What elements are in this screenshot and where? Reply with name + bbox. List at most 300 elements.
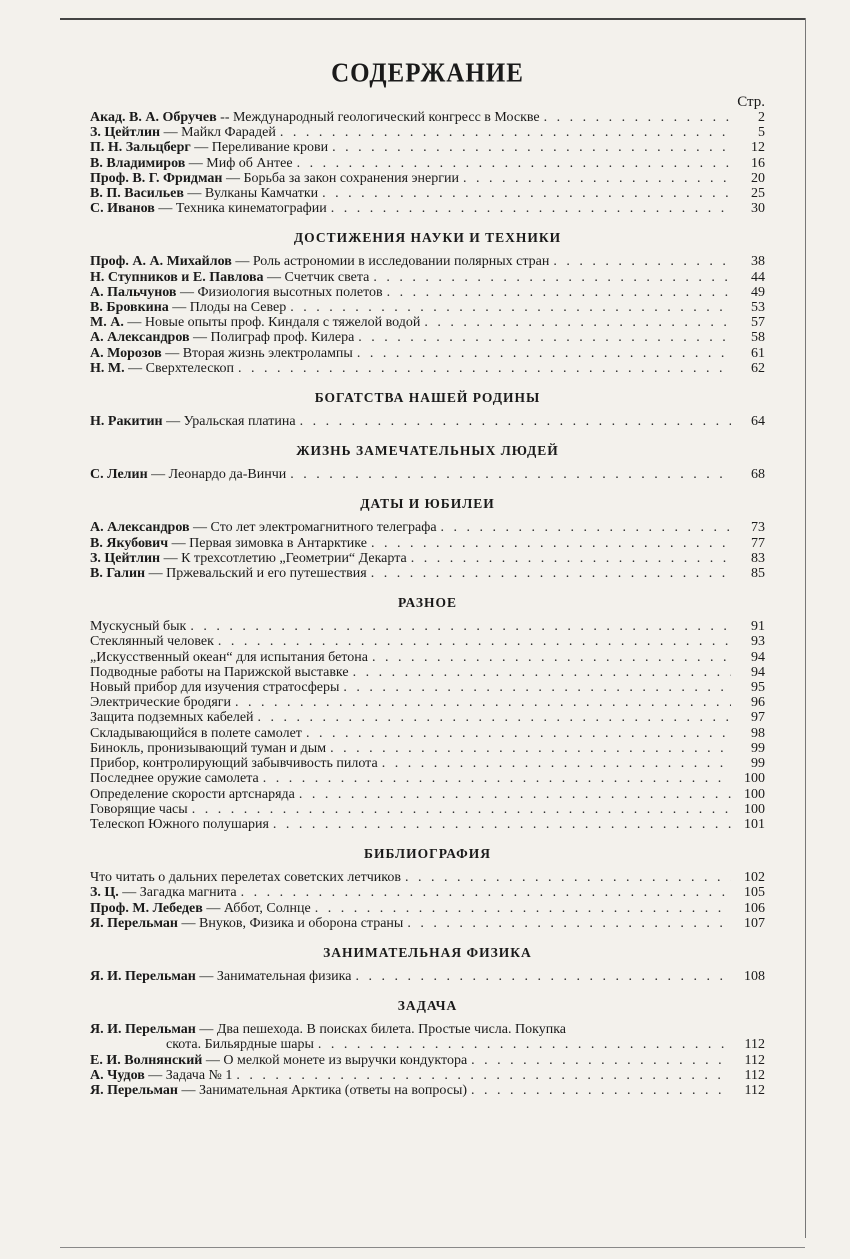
entry-separator: — (168, 300, 190, 316)
entry-text (90, 1022, 566, 1037)
entry-separator: — (177, 1082, 199, 1098)
entry-page-number: 58 (751, 330, 765, 346)
toc-entry[interactable] (90, 1037, 765, 1052)
entry-separator: -- (216, 110, 233, 125)
entry-text (90, 186, 318, 201)
dot-leader (218, 634, 731, 649)
entry-separator: — (154, 201, 176, 217)
entry-text (90, 787, 295, 802)
entry-page-number: 49 (751, 284, 765, 300)
entry-page-number: 112 (744, 1082, 765, 1098)
entry-page-number: 73 (751, 520, 765, 536)
entry-page-number: 68 (751, 467, 765, 483)
entry-separator: — (168, 535, 190, 551)
toc-entry[interactable] (90, 171, 765, 186)
entry-text (90, 1053, 467, 1068)
toc-entry[interactable] (90, 1083, 765, 1098)
entry-page-number: 108 (744, 968, 765, 984)
entry-text (90, 156, 293, 171)
entry-text (90, 270, 369, 285)
entry-separator: — (160, 550, 182, 566)
entry-title: Миф об Антее (206, 155, 293, 171)
contents-page (90, 60, 765, 1098)
bottom-rule (60, 1247, 805, 1248)
entry-author: В. Владимиров (90, 155, 186, 171)
entry-separator: — (176, 284, 198, 300)
entry-page-number: 101 (744, 816, 765, 832)
entry-author: Я. И. Перельман (90, 968, 196, 984)
entry-title: Сверхтелескоп (145, 360, 235, 376)
entry-title: Первая зимовка в Антарктике (189, 535, 367, 551)
section-entries (90, 870, 765, 931)
section-entries (90, 414, 765, 429)
toc-entry[interactable] (90, 665, 765, 680)
entry-text (90, 536, 367, 551)
entry-text (90, 741, 326, 756)
entry-separator: — (160, 125, 182, 141)
dot-leader (299, 787, 731, 802)
entry-page-number: 100 (744, 771, 765, 787)
entry-text (90, 520, 437, 535)
entry-separator: — (263, 269, 285, 285)
dot-leader (331, 201, 731, 216)
dot-leader (471, 1083, 731, 1098)
entry-text (90, 969, 351, 984)
entry-title: Роль астрономии в исследовании полярных стран (252, 254, 550, 270)
entry-author: С. Иванов (90, 201, 155, 217)
section-entries (90, 254, 765, 376)
toc-entry[interactable] (90, 885, 765, 900)
entry-title: Пржевальский и его путешествия (166, 566, 367, 582)
entry-page-number: 83 (751, 550, 765, 566)
entry-title: Вулканы Камчатки (204, 186, 319, 202)
dot-leader (297, 156, 731, 171)
dot-leader (290, 300, 731, 315)
entry-title: Определение скорости артснаряда (90, 786, 295, 802)
entry-page-number: 2 (758, 110, 765, 125)
entry-title: Счетчик света (284, 269, 370, 285)
entry-title: Два пешехода. В поисках билета. Простые числа. Покупка (216, 1022, 567, 1038)
dot-leader (190, 619, 731, 634)
dot-leader (373, 270, 731, 285)
dot-leader (358, 330, 731, 345)
entry-page-number: 112 (744, 1067, 765, 1083)
entry-author: Проф. А. А. Михайлов (90, 254, 232, 270)
entry-author: В. Бровкина (90, 300, 169, 316)
entry-separator: — (185, 155, 207, 171)
toc-entry[interactable] (90, 695, 765, 710)
entry-page-number: 105 (744, 885, 765, 901)
entry-author: Я. И. Перельман (90, 1022, 196, 1038)
entry-author: А. Александров (90, 330, 190, 346)
entry-author: З. Цейтлин (90, 550, 161, 566)
entry-text (90, 619, 186, 634)
entry-text (90, 916, 403, 931)
entry-text (90, 467, 286, 482)
toc-entry[interactable] (90, 817, 765, 832)
entry-title: Телескоп Южного полушария (90, 816, 269, 832)
page-column-label: Стр. (737, 94, 765, 110)
entry-text (90, 551, 407, 566)
entry-title: Мускусный бык (90, 619, 187, 635)
dot-leader (372, 650, 731, 665)
toc-entry[interactable] (90, 467, 765, 482)
section-entries (90, 520, 765, 581)
entry-author: А. Пальчунов (90, 284, 177, 300)
entry-author: Н. М. (90, 360, 125, 376)
entry-text (90, 870, 401, 885)
entry-separator: — (118, 885, 140, 901)
entry-page-number: 107 (744, 915, 765, 931)
entry-page-number: 98 (751, 725, 765, 741)
entry-author: В. Якубович (90, 535, 169, 551)
toc-entry[interactable] (90, 771, 765, 786)
dot-leader (405, 870, 731, 885)
dot-leader (357, 346, 731, 361)
entry-title: Занимательная Арктика (ответы на вопросы) (198, 1082, 468, 1098)
entry-text (90, 756, 378, 771)
dot-leader (343, 680, 731, 695)
entry-text (90, 885, 237, 900)
entry-text (90, 680, 339, 695)
entry-author: З. Ц. (90, 885, 119, 901)
entry-text (90, 285, 383, 300)
entry-title: Стеклянный человек (90, 634, 214, 650)
toc-entry[interactable] (90, 315, 765, 330)
toc-entry[interactable] (90, 1068, 765, 1083)
entry-title: Новый прибор для изучения стратосферы (90, 680, 340, 696)
section-heading: ЗАДАЧА (397, 998, 458, 1014)
dot-leader (241, 885, 731, 900)
entry-separator: — (145, 566, 167, 582)
entry-author: З. Цейтлин (90, 125, 161, 141)
dot-leader (463, 171, 731, 186)
entry-page-number: 106 (744, 900, 765, 916)
entry-separator: — (202, 1052, 224, 1068)
toc-entry[interactable] (90, 551, 765, 566)
entry-page-number: 99 (751, 756, 765, 772)
dot-leader (315, 901, 731, 916)
entry-page-number: 62 (751, 360, 765, 376)
entry-title: Загадка магнита (139, 885, 237, 901)
entry-author: Проф. В. Г. Фридман (90, 170, 223, 186)
entry-title: Говорящие часы (90, 801, 188, 817)
entry-text (90, 566, 367, 581)
dot-leader (382, 756, 731, 771)
toc-entry[interactable] (90, 787, 765, 802)
entry-title: Майкл Фарадей (181, 125, 276, 141)
entry-page-number: 112 (744, 1052, 765, 1068)
entry-page-number: 57 (751, 315, 765, 331)
dot-leader (332, 140, 731, 155)
dot-leader (441, 520, 731, 535)
toc-entry[interactable] (90, 536, 765, 551)
entry-title: Подводные работы на Парижской выставке (90, 664, 349, 680)
entry-title: Полиграф проф. Килера (210, 330, 355, 346)
entry-separator: — (202, 900, 224, 916)
section-entries (90, 110, 765, 216)
entry-title: Физиология высотных полетов (197, 284, 383, 300)
toc-entry[interactable] (90, 650, 765, 665)
dot-leader (273, 817, 731, 832)
toc-entry[interactable] (90, 125, 765, 140)
entry-page-number: 38 (751, 254, 765, 270)
entry-separator: — (123, 315, 145, 331)
entry-author: Я. Перельман (90, 1082, 178, 1098)
entry-title: Складывающийся в полете самолет (90, 725, 302, 741)
toc-entry[interactable] (90, 1053, 765, 1068)
section-heading: ЗАНИМАТЕЛЬНАЯ ФИЗИКА (323, 944, 532, 960)
entry-text (90, 901, 311, 916)
toc-entry[interactable] (90, 110, 765, 125)
entry-page-number: 16 (751, 155, 765, 171)
entry-text (90, 414, 296, 429)
entry-title: Борьба за закон сохранения энергии (243, 170, 459, 186)
dot-leader (544, 110, 731, 125)
section-heading: РАЗНОЕ (397, 595, 458, 611)
entry-text (90, 1083, 467, 1098)
dot-leader (407, 916, 731, 931)
entry-separator: — (189, 330, 211, 346)
entry-text (90, 634, 214, 649)
dot-leader (306, 726, 731, 741)
dot-leader (471, 1053, 731, 1068)
entry-author: Е. И. Волнянский (90, 1052, 203, 1068)
entry-page-number: 25 (751, 186, 765, 202)
entry-text (90, 330, 354, 345)
entry-author: А. Морозов (90, 345, 162, 361)
entry-page-number: 44 (751, 269, 765, 285)
entry-text (90, 650, 368, 665)
toc-entry[interactable] (90, 566, 765, 581)
entry-page-number: 53 (751, 300, 765, 316)
entry-separator: — (177, 915, 199, 931)
toc-entry[interactable] (90, 186, 765, 201)
entry-title: Новые опыты проф. Киндаля с тяжелой водой (144, 315, 421, 331)
entry-text (90, 817, 269, 832)
entry-page-number: 99 (751, 740, 765, 756)
entry-text (90, 695, 231, 710)
dot-leader (355, 969, 731, 984)
dot-leader (258, 710, 731, 725)
top-rule (60, 18, 805, 20)
dot-leader (290, 467, 731, 482)
entry-title: Внуков, Физика и оборона страны (198, 915, 404, 931)
entry-text (90, 726, 302, 741)
dot-leader (192, 802, 731, 817)
entry-text (90, 710, 254, 725)
entry-title: Сто лет электромагнитного телеграфа (210, 520, 437, 536)
entry-page-number: 112 (744, 1037, 765, 1053)
entry-author: Проф. М. Лебедев (90, 900, 203, 916)
entry-page-number: 96 (751, 695, 765, 711)
entry-title: Уральская платина (183, 414, 296, 430)
dot-leader (235, 695, 731, 710)
entry-text (90, 802, 188, 817)
toc-entry[interactable] (90, 156, 765, 171)
entry-text (90, 201, 327, 216)
entry-separator: — (190, 140, 212, 156)
entry-title: Защита подземных кабелей (90, 710, 254, 726)
entry-separator: — (144, 1067, 166, 1083)
entry-page-number: 102 (744, 870, 765, 886)
entry-title: Техника кинематографии (175, 201, 327, 217)
entry-title: Леонардо да-Винчи (168, 467, 287, 483)
page-title: СОДЕРЖАНИЕ (331, 58, 524, 89)
dot-leader (236, 1068, 731, 1083)
entry-author: В. Галин (90, 566, 146, 582)
entry-page-number: 100 (744, 801, 765, 817)
toc-entry[interactable] (90, 361, 765, 376)
entry-title: Международный геологический конгресс в Москве (232, 110, 540, 125)
entry-text (90, 171, 459, 186)
toc-entry[interactable] (90, 710, 765, 725)
entry-page-number: 94 (751, 649, 765, 665)
entry-separator: — (124, 360, 146, 376)
entry-text (90, 110, 540, 125)
dot-leader (424, 315, 731, 330)
toc-entry[interactable] (90, 330, 765, 345)
section-entries (90, 1022, 765, 1098)
entry-author: А. Чудов (90, 1067, 145, 1083)
toc-entry[interactable] (90, 414, 765, 429)
dot-leader (411, 551, 731, 566)
entry-text (90, 665, 349, 680)
entry-page-number: 20 (751, 170, 765, 186)
toc-entry[interactable] (90, 680, 765, 695)
section-heading: ДАТЫ И ЮБИЛЕИ (360, 496, 495, 512)
dot-leader (387, 285, 731, 300)
entry-author: А. Александров (90, 520, 190, 536)
section-entries (90, 619, 765, 832)
entry-text (90, 1068, 232, 1083)
entry-separator: — (183, 186, 205, 202)
toc-entry[interactable] (90, 969, 765, 984)
toc-entry[interactable] (90, 1022, 765, 1037)
entry-author: Я. Перельман (90, 915, 178, 931)
entry-page-number: 100 (744, 786, 765, 802)
toc-entry[interactable] (90, 756, 765, 771)
entry-title: Прибор, контролирующий забывчивость пилота (90, 756, 378, 772)
entry-author: Н. Ступников и Е. Павлова (90, 269, 264, 285)
dot-leader (238, 361, 731, 376)
entry-page-number: 97 (751, 710, 765, 726)
entry-text (90, 254, 549, 269)
toc-entry[interactable] (90, 901, 765, 916)
entry-title-continued: скота. Бильярдные шары (166, 1037, 314, 1053)
entry-page-number: 12 (751, 140, 765, 156)
toc-entry[interactable] (90, 802, 765, 817)
dot-leader (318, 1037, 731, 1052)
table-of-contents (90, 110, 765, 1098)
entry-author: М. А. (90, 315, 124, 331)
entry-title: Аббот, Солнце (223, 900, 311, 916)
entry-separator: — (231, 254, 253, 270)
entry-page-number: 5 (758, 125, 765, 141)
dot-leader (300, 414, 731, 429)
section-entries (90, 969, 765, 984)
toc-entry[interactable] (90, 726, 765, 741)
entry-separator: — (222, 170, 244, 186)
toc-entry[interactable] (90, 140, 765, 155)
dot-leader (353, 665, 731, 680)
entry-title: Вторая жизнь электролампы (182, 345, 353, 361)
entry-text (90, 125, 276, 140)
section-heading: ДОСТИЖЕНИЯ НАУКИ И ТЕХНИКИ (293, 230, 562, 246)
entry-text (90, 361, 234, 376)
section-heading: ЖИЗНЬ ЗАМЕЧАТЕЛЬНЫХ ЛЮДЕЙ (296, 443, 559, 459)
entry-title: Задача № 1 (165, 1067, 233, 1083)
dot-leader (330, 741, 731, 756)
entry-separator: — (147, 467, 169, 483)
entry-text (90, 140, 328, 155)
entry-title: Бинокль, пронизывающий туман и дым (90, 740, 327, 756)
entry-page-number: 61 (751, 345, 765, 361)
toc-entry[interactable] (90, 619, 765, 634)
toc-entry[interactable] (90, 254, 765, 269)
entry-page-number: 77 (751, 535, 765, 551)
entry-separator: — (195, 968, 217, 984)
entry-separator: — (195, 1022, 217, 1038)
entry-text (90, 315, 420, 330)
entry-page-number: 94 (751, 664, 765, 680)
entry-page-number: 30 (751, 201, 765, 217)
toc-entry[interactable] (90, 346, 765, 361)
section-heading: БОГАТСТВА НАШЕЙ РОДИНЫ (314, 390, 541, 406)
entry-author: Акад. В. А. Обручев (90, 110, 217, 125)
entry-page-number: 91 (751, 619, 765, 635)
entry-author: П. Н. Зальцберг (90, 140, 191, 156)
dot-leader (371, 566, 731, 581)
entry-page-number: 85 (751, 566, 765, 582)
entry-title: Занимательная физика (216, 968, 352, 984)
entry-text (90, 300, 286, 315)
toc-entry[interactable] (90, 270, 765, 285)
toc-entry[interactable] (90, 285, 765, 300)
entry-separator: — (161, 345, 183, 361)
entry-page-number: 64 (751, 414, 765, 430)
dot-leader (322, 186, 731, 201)
dot-leader (263, 771, 731, 786)
entry-separator: — (162, 414, 184, 430)
entry-author: С. Лелин (90, 467, 148, 483)
dot-leader (371, 536, 731, 551)
right-rule (805, 18, 806, 1238)
toc-entry[interactable] (90, 300, 765, 315)
dot-leader (280, 125, 731, 140)
entry-separator: — (189, 520, 211, 536)
toc-entry[interactable] (90, 916, 765, 931)
toc-entry[interactable] (90, 201, 765, 216)
toc-entry[interactable] (90, 520, 765, 535)
entry-author: Н. Ракитин (90, 414, 163, 430)
entry-page-number: 93 (751, 634, 765, 650)
toc-entry[interactable] (90, 741, 765, 756)
entry-text (90, 346, 353, 361)
entry-title: Переливание крови (211, 140, 329, 156)
entry-title: Что читать о дальних перелетах советских летчиков (90, 870, 401, 886)
toc-entry[interactable] (90, 870, 765, 885)
entry-page-number: 95 (751, 680, 765, 696)
entry-title: Последнее оружие самолета (90, 771, 259, 787)
entry-title: Плоды на Север (189, 300, 287, 316)
entry-title: О мелкой монете из выручки кондуктора (223, 1052, 468, 1068)
entry-title: К трехсотлетию „Геометрии“ Декарта (181, 550, 407, 566)
dot-leader (553, 254, 731, 269)
section-heading: БИБЛИОГРАФИЯ (364, 846, 491, 862)
toc-entry[interactable] (90, 634, 765, 649)
entry-title: Электрические бродяги (90, 695, 231, 711)
